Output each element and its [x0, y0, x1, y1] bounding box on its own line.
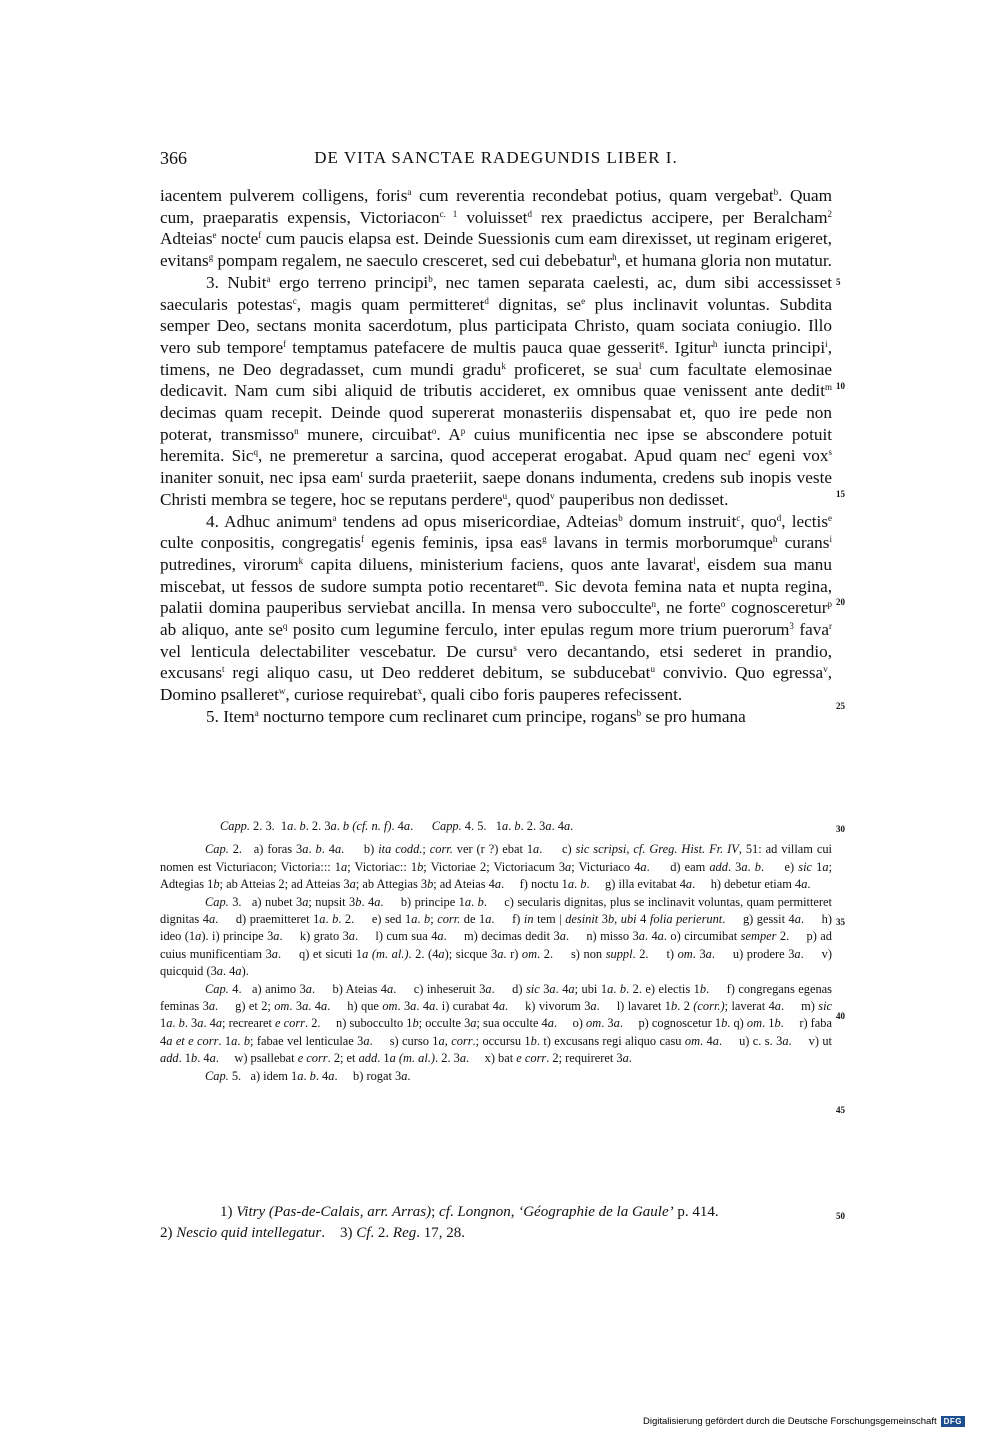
line-number: 10 — [836, 381, 845, 391]
apparatus-chapters-line: Capp. 2. 3. 1a. b. 2. 3a. b (cf. n. f). 4a. Capp. 4. 5. 1a. b. 2. 3a. 4a. — [220, 819, 574, 833]
paragraph-chapter-3: 3. Nubit$^a$ ergo terreno principi$^b$, nec tamen separata caelesti, ac, dum sibi accessisset saecularis potestas$^c$, magis quam permitteret$^d$ dignitas, $se^e$ plus inclinavit voluntas. Subdita semper Deo, sectans monita sacerdotum, plus participata Christo, quam sociata coniugio. Illo vero sub tempore$^f$ temptamus patefacere de multis pauca quae gesserit$^g$. Igitur$^h$ iuncta principi$^i$, timens, ne Deo degradasset, cum mundi gradu$^k$ proficeret, se sua$^l$ cum facultate elemosinae dedicavit. Nam cum sibi aliquid de tributis accideret, ex omnibus quae venissent ante dedit$^m$ decimas quam recepit. Deinde quod supererat monasteriis dispensabat et, quo ire pede non poterat, transmisso$^n$ munere, circuibat$^o$. $A^p$ cuius munificentia nec ipse se abscondere potuit heremita. Sic$^q$, ne premeretur a sarcina, quod acceperat erogabat. Apud quam nec$^r$ egeni vox$^s$ inaniter sonuit, nec ipsa eam$^t$ surda praeteriit, saepe donans indumenta, credens sub inopis veste Christi membra se tegere, hoc se reputans perdere$^u$, quod$^v$ pauperibus non dedisset. — [160, 272, 833, 509]
apparatus-chapter-2: Cap. 2. a) foras 3a. b. 4a. b) ita codd.; corr. ver (r ?) ebat 1a. c) sic scripsi, cf. Greg. Hist. Fr. IV, 51: ad villam cui nomen est Victuriacon; Victoria::: 1a; Victoriac:: 1b; Victoriae 2; Victoriacum 3a; Victuriaco 4a. d) eam add. 3a. b. e) sic 1a; Adtegias 1b; ab Atteias 2; ad Atteias 3a; ab Attegias 3b; ad Ateias 4a. f) noctu 1a. b. g) illa evitabat 4a. h) debetur etiam 4a. — [160, 842, 833, 892]
line-number: 45 — [836, 1105, 845, 1115]
page-number: 366 — [160, 148, 187, 168]
footnotes — [160, 1202, 832, 1244]
line-number: 40 — [836, 1011, 845, 1021]
dfg-logo-icon: DFG — [941, 1416, 965, 1427]
footer-text: Digitalisierung gefördert durch die Deutsche Forschungsgemeinschaft — [643, 1416, 937, 1427]
line-number: 15 — [836, 489, 845, 499]
line-number: 20 — [836, 597, 845, 607]
apparatus-chapter-5: Cap. 5. a) idem 1a. b. 4a. b) rogat 3a. — [205, 1068, 411, 1083]
footer-credit — [643, 1416, 965, 1427]
body-text — [160, 185, 832, 728]
paragraph-continuation: iacentem pulverem colligens, foris$^a$ cum reverentia recondebat potius, quam vergebat$^b$. Quam cum, praeparatis expensis, Victoriacon$^{c. 1}$ voluisset$^d$ rex praedictus accipere, per Beralcham$^2$ Adteias$^e$ nocte$^f$ cum paucis elapsa est. Deinde Suessionis cum eam direxisset, ut reginam erigeret, evitans$^g$ pompam regalem, ne saeculo cresceret, sed cui debebatur$^h$, et humana gloria non mutatur. — [160, 186, 832, 271]
line-number: 50 — [836, 1211, 845, 1221]
running-head: DE VITA SANCTAE RADEGUNDIS LIBER I. — [314, 148, 678, 167]
line-number: 30 — [836, 824, 845, 834]
line-number: 25 — [836, 701, 845, 711]
apparatus-chapter-3: Cap. 3. a) nubet 3a; nupsit 3b. 4a. b) principe 1a. b. c) secularis dignitas, plus se inclinavit voluntas, quam permitteret dignitas 4a. d) praemitteret 1a. b. 2. e) sed 1a. b; corr. de 1a. f) in tem | desinit 3b, ubi 4 folia perierunt. g) gessit 4a. h) ideo (1a). i) principe 3a. k) grato 3a. l) cum sua 4a. m) decimas dedit 3a. n) misso 3a. 4a. o) circumibat semper 2. p) ad cuius munificentiam 3a. q) et sicuti 1a (m. al.). 2. (4a); sicque 3a. r) om. 2. s) non suppl. 2. t) om. 3a. u) prodere 3a. v) quicquid (3a. 4a). — [160, 894, 833, 979]
paragraph-chapter-4: 4. Adhuc animum$^a$ tendens ad opus misericordiae, Adteias$^b$ domum instruit$^c$, quo$^d$, lectis$^e$ culte conpositis, congregatis$^f$ egenis feminis, ipsa eas$^g$ lavans in termis morborumque$^h$ curans$^i$ putredines, virorum$^k$ capita diluens, ministerium faciens, quos ante lavarat$^l$, eisdem sua manu miscebat, ut fessos de sudore sumpta potio recentaret$^m$. Sic devota femina nata et nupta regina, palatii domina pauperibus serviebat ancilla. In mensa vero suboccultе$^n$, ne forte$^o$ cognosceretur$^p$ ab aliquo, ante $se^q$ posito cum legumine ferculo, inter epulas regum more trium puerorum$^3$ fava$^r$ vel lenticula delectabiliter vescebatur. De cursu$^s$ vero decantando, etsi sederet in prandio, excusans$^t$ regi aliquo casu, ut Deo redderet debitum, se subducebat$^u$ convivio. Quo egressa$^v$, Domino psalleret$^w$, curiose requirebat$^x$, quali cibo foris pauperes refecissent. — [160, 511, 833, 705]
paragraph-chapter-5: 5. Item$^a$ nocturno tempore cum reclinaret cum principe, rogans$^b$ se pro humana — [206, 706, 746, 726]
critical-apparatus — [160, 818, 832, 1085]
footnote-1: 1) Vitry (Pas-de-Calais, arr. Arras); cf. Longnon, ‘Géographie de la Gaule’ p. 414. — [220, 1204, 719, 1220]
line-number: 5 — [836, 277, 841, 287]
line-number: 35 — [836, 917, 845, 927]
footnote-2-3: 2) Nescio quid intellegatur. 3) Cf. 2. Reg. 17, 28. — [160, 1225, 465, 1241]
apparatus-chapter-4: Cap. 4. a) animo 3a. b) Ateias 4a. c) inheseruit 3a. d) sic 3a. 4a; ubi 1a. b. 2. e) electis 1b. f) congregans egenas feminas 3a. g) et 2; om. 3a. 4a. h) que om. 3a. 4a. i) curabat 4a. k) vivorum 3a. l) lavaret 1b. 2 (corr.); laverat 4a. m) sic 1a. b. 3a. 4a; recrearet e corr. 2. n) subocculto 1b; occulte 3a; sua occulte 4a. o) om. 3a. p) cognoscetur 1b. q) om. 1b. r) faba 4a et e corr. 1a. b; fabae vel lenticulae 3a. s) curso 1a, corr.; occursu 1b. t) excusans regi aliquo casu om. 4a. u) c. s. 3a. v) ut add. 1b. 4a. w) psallebat e corr. 2; et add. 1a (m. al.). 2. 3a. x) bat e corr. 2; requireret 3a. — [160, 981, 833, 1066]
